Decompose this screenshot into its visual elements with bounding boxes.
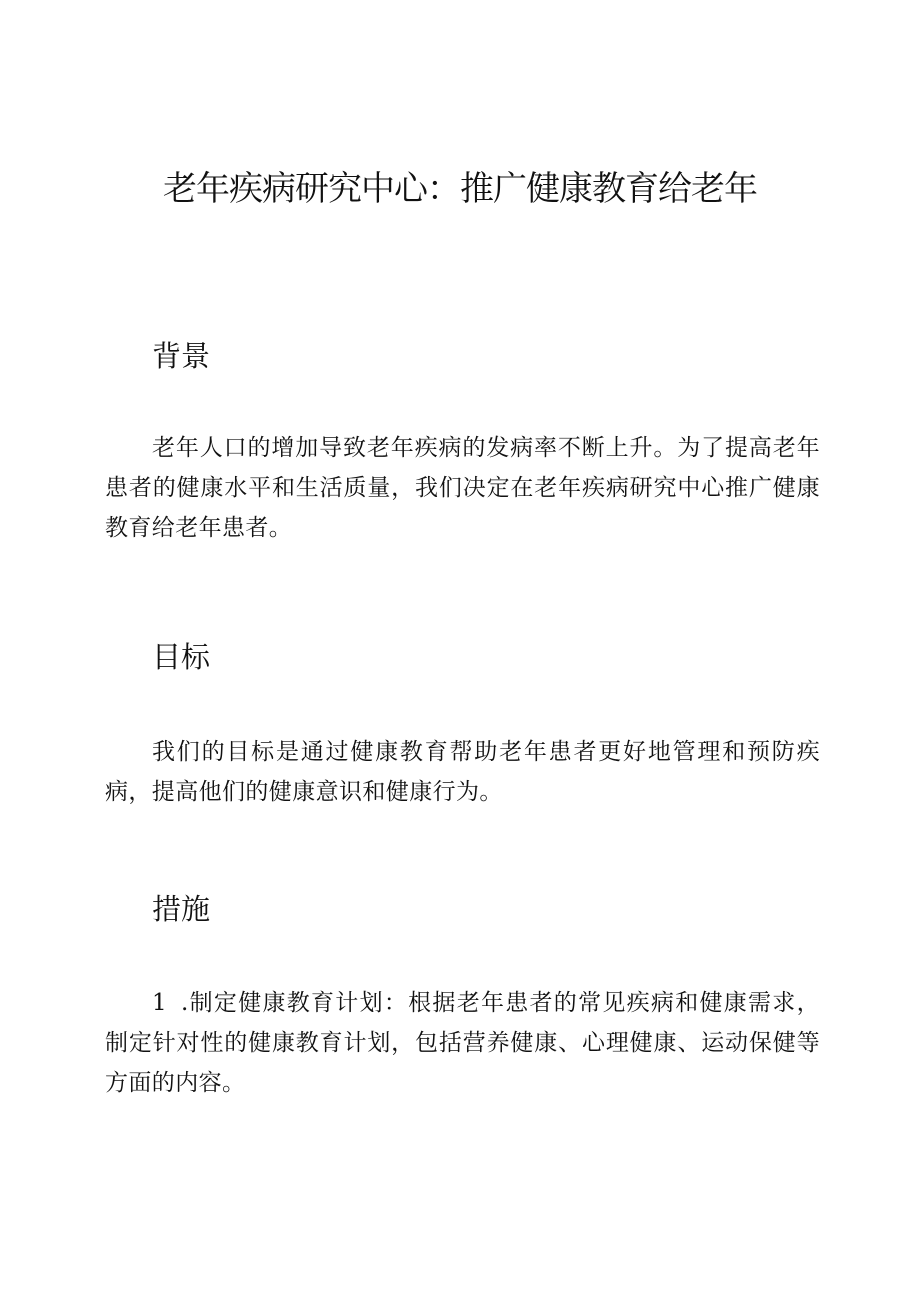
section-heading-goal: 目标 [152,640,211,674]
measure-item-number: 1 [152,990,168,1016]
measure-item-1 [105,983,820,1103]
document-title: 老年疾病研究中心：推广健康教育给老年 [163,169,757,209]
section-heading-background: 背景 [152,339,211,373]
measure-item-text: .制定健康教育计划：根据老年患者的常见疾病和健康需求，制定针对性的健康教育计划，包括营养健康、心理健康、运动保健等方面的内容。 [105,990,820,1096]
goal-paragraph: 我们的目标是通过健康教育帮助老年患者更好地管理和预防疾病，提高他们的健康意识和健康行为。 [105,739,820,805]
background-paragraph: 老年人口的增加导致老年疾病的发病率不断上升。为了提高老年患者的健康水平和生活质量，我们决定在老年疾病研究中心推广健康教育给老年患者。 [105,435,820,541]
section-heading-measures: 措施 [152,892,211,926]
